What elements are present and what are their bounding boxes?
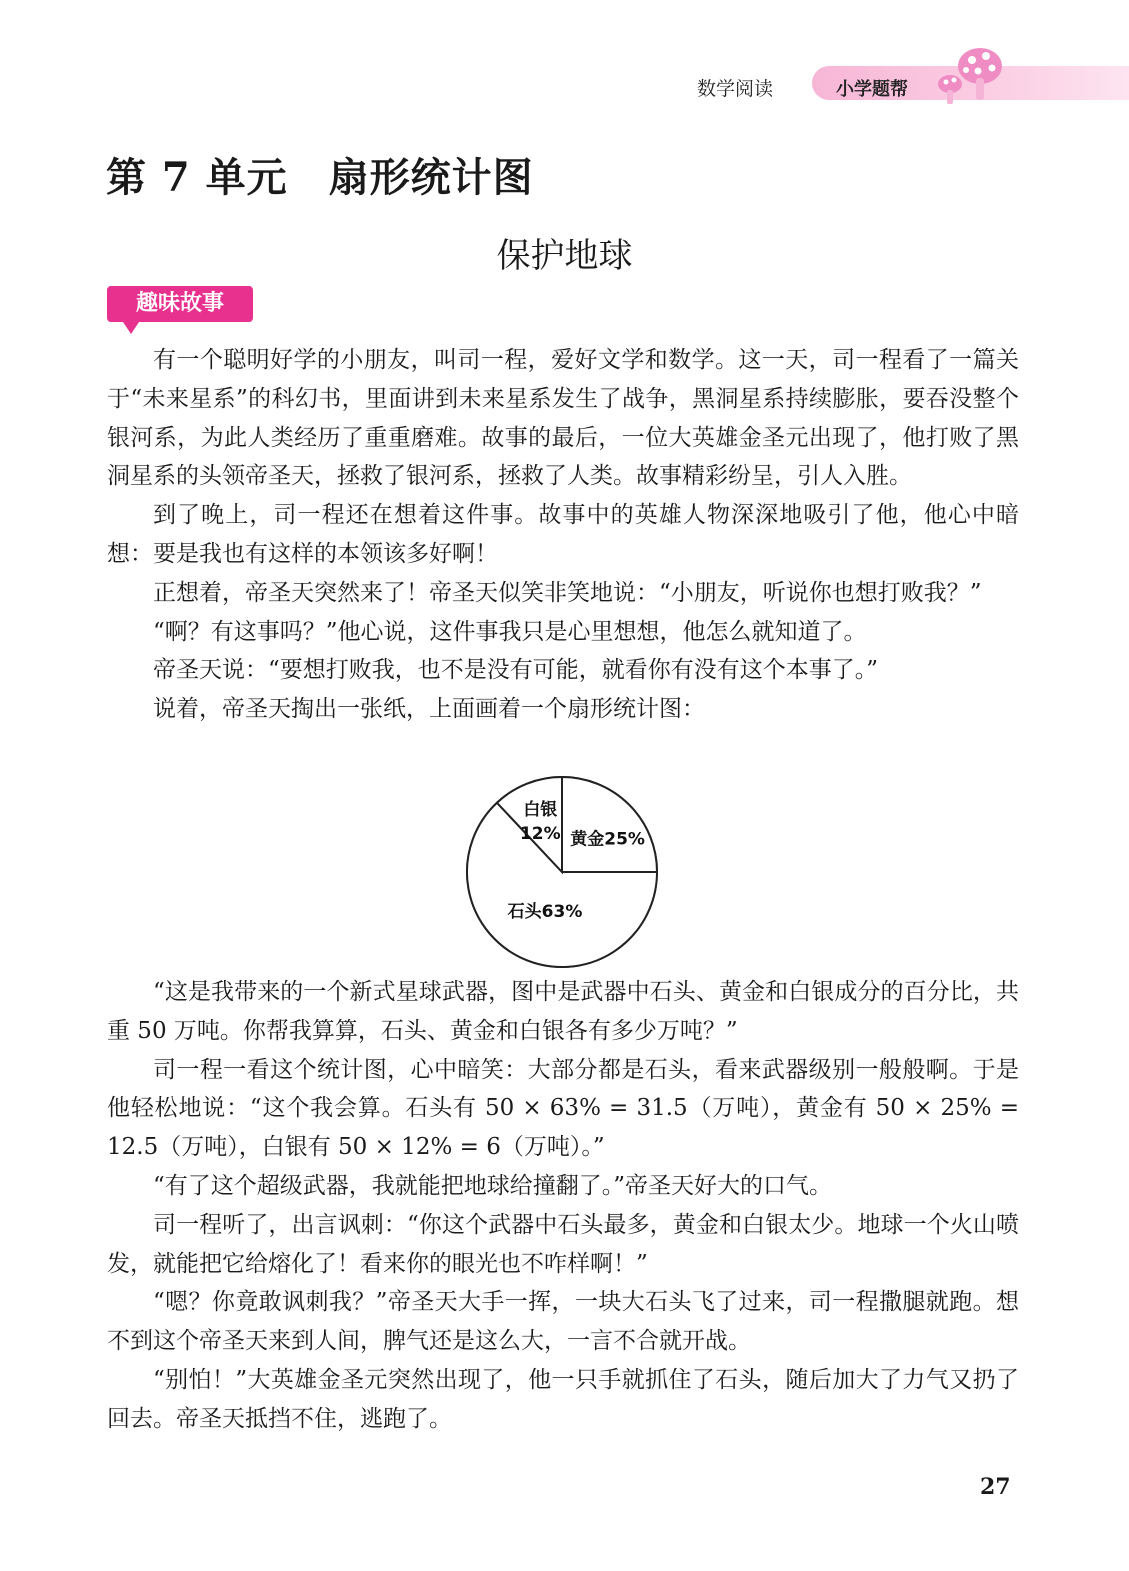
unit-title: 第 7 单元 扇形统计图 bbox=[106, 154, 534, 201]
paragraph: 司一程一看这个统计图，心中暗笑：大部分都是石头，看来武器级别一般般啊。于是他轻松地说：“这个我会算。石头有 50 × 63% = 31.5（万吨），黄金有 50 × 25% = 12.5（万吨），白银有 50 × 12% = 6（万吨）。” bbox=[107, 1056, 1019, 1161]
paragraph: 到了晚上，司一程还在想着这件事。故事中的英雄人物深深地吸引了他，他心中暗想：要是我也有这样的本领该多好啊！ bbox=[107, 502, 1019, 567]
pie-label: 12% bbox=[519, 824, 561, 845]
pie-label: 黄金25% bbox=[570, 829, 645, 850]
paragraph: “别怕！”大英雄金圣元突然出现了，他一只手就抓住了石头，随后加大了力气又扔了回去。帝圣天抵挡不住，逃跑了。 bbox=[107, 1366, 1019, 1432]
section-label: 数学阅读 bbox=[697, 78, 774, 100]
story-tag bbox=[107, 286, 253, 322]
pie-slice-1 bbox=[562, 777, 657, 872]
paragraph: 正想着，帝圣天突然来了！帝圣天似笑非笑地说：“小朋友，听说你也想打败我？” bbox=[153, 579, 982, 606]
pie-label: 石头63% bbox=[507, 902, 583, 923]
paragraph: 说着，帝圣天掏出一张纸，上面画着一个扇形统计图： bbox=[153, 696, 705, 723]
pie-label: 白银 bbox=[523, 800, 558, 821]
paragraph: 帝圣天说：“要想打败我，也不是没有可能，就看你有没有这个本事了。” bbox=[153, 657, 879, 684]
paragraph: “有了这个超级武器，我就能把地球给撞翻了。”帝圣天好大的口气。 bbox=[153, 1172, 833, 1199]
paragraph: “啊？有这事吗？”他心说，这件事我只是心里想想，他怎么就知道了。 bbox=[153, 618, 867, 645]
mushroom-icon bbox=[920, 40, 1020, 110]
story-text-top bbox=[107, 341, 1019, 729]
paragraph: “这是我带来的一个新式星球武器，图中是武器中石头、黄金和白银成分的百分比，共重 50 万吨。你帮我算算，石头、黄金和白银各有多少万吨？” bbox=[107, 979, 1019, 1044]
header-band-label: 小学题帮 bbox=[836, 79, 908, 100]
page-number: 27 bbox=[980, 1474, 1011, 1500]
paragraph: 有一个聪明好学的小朋友，叫司一程，爱好文学和数学。这一天，司一程看了一篇关于“未来星系”的科幻书，里面讲到未来星系发生了战争，黑洞星系持续膨胀，要吞没整个银河系，为此人类经历了重重磨难。故事的最后，一位大英雄金圣元出现了，他打败了黑洞星系的头领帝圣天，拯救了银河系，拯救了人类。故事精彩纷呈，引人入胜。 bbox=[107, 347, 1019, 490]
pie-chart bbox=[462, 772, 662, 972]
story-title: 保护地球 bbox=[496, 236, 633, 276]
paragraph: “嗯？你竟敢讽刺我？”帝圣天大手一挥，一块大石头飞了过来，司一程撒腿就跑。想不到这个帝圣天来到人间，脾气还是这么大，一言不合就开战。 bbox=[107, 1289, 1019, 1355]
paragraph: 司一程听了，出言讽刺：“你这个武器中石头最多，黄金和白银太少。地球一个火山喷发，就能把它给熔化了！看来你的眼光也不咋样啊！” bbox=[107, 1211, 1019, 1277]
page-header bbox=[0, 40, 1129, 110]
story-text-bottom bbox=[107, 973, 1019, 1439]
story-tag-label: 趣味故事 bbox=[135, 291, 224, 316]
